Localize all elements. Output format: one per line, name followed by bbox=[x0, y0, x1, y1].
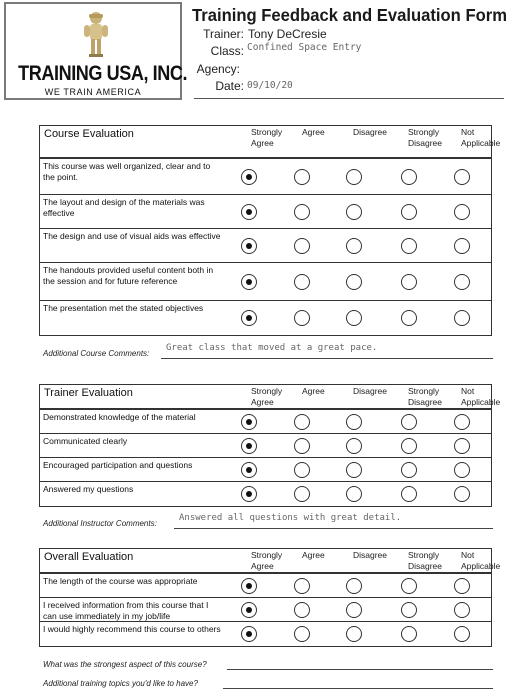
radio-strongly-agree[interactable] bbox=[241, 626, 257, 642]
question-text: Answered my questions bbox=[43, 484, 134, 494]
radio-not-applicable[interactable] bbox=[454, 310, 470, 326]
column-header: Strongly Agree bbox=[251, 550, 283, 571]
date-label: Date: bbox=[215, 79, 244, 93]
question-row bbox=[40, 434, 491, 458]
section-table-2 bbox=[39, 384, 501, 507]
section-table-1 bbox=[39, 125, 501, 336]
radio-not-applicable[interactable] bbox=[454, 274, 470, 290]
radio-agree[interactable] bbox=[294, 204, 310, 220]
radio-agree[interactable] bbox=[294, 626, 310, 642]
radio-not-applicable[interactable] bbox=[454, 578, 470, 594]
section-title: Overall Evaluation bbox=[44, 551, 134, 563]
radio-agree[interactable] bbox=[294, 274, 310, 290]
question-row bbox=[40, 574, 491, 598]
question-row bbox=[40, 195, 491, 229]
question-text: I would highly recommend this course to others bbox=[43, 624, 221, 634]
comments-line bbox=[174, 528, 493, 529]
training-topics-label: Additional training topics you'd like to have? bbox=[43, 679, 198, 688]
radio-not-applicable[interactable] bbox=[454, 462, 470, 478]
question-text: The handouts provided useful content both in the session and for future reference bbox=[43, 265, 214, 286]
column-header: Not Applicable bbox=[461, 386, 501, 407]
radio-strongly-agree[interactable] bbox=[241, 310, 257, 326]
radio-agree[interactable] bbox=[294, 169, 310, 185]
radio-agree[interactable] bbox=[294, 310, 310, 326]
question-text: I received information from this course that I can use immediately in my job/life bbox=[43, 600, 209, 621]
radio-disagree[interactable] bbox=[346, 438, 362, 454]
radio-strongly-disagree[interactable] bbox=[401, 602, 417, 618]
radio-strongly-agree[interactable] bbox=[241, 414, 257, 430]
question-row bbox=[40, 159, 491, 195]
radio-strongly-disagree[interactable] bbox=[401, 414, 417, 430]
question-text: The design and use of visual aids was effective bbox=[43, 231, 221, 241]
trainer-label: Trainer: bbox=[203, 27, 244, 41]
radio-not-applicable[interactable] bbox=[454, 486, 470, 502]
question-row bbox=[40, 458, 491, 482]
company-logo bbox=[4, 2, 188, 100]
radio-agree[interactable] bbox=[294, 486, 310, 502]
comments-line bbox=[161, 358, 493, 359]
radio-strongly-agree[interactable] bbox=[241, 204, 257, 220]
radio-strongly-agree[interactable] bbox=[241, 578, 257, 594]
question-row bbox=[40, 598, 491, 622]
column-header: Not Applicable bbox=[461, 550, 501, 571]
radio-disagree[interactable] bbox=[346, 578, 362, 594]
radio-strongly-disagree[interactable] bbox=[401, 438, 417, 454]
question-row bbox=[40, 229, 491, 263]
column-header: Disagree bbox=[353, 386, 388, 396]
question-row bbox=[40, 410, 491, 434]
radio-strongly-disagree[interactable] bbox=[401, 169, 417, 185]
radio-strongly-agree[interactable] bbox=[241, 438, 257, 454]
radio-strongly-agree[interactable] bbox=[241, 238, 257, 254]
class-label: Class: bbox=[210, 44, 244, 58]
column-header: Agree bbox=[302, 127, 325, 137]
comments-label: Additional Course Comments: bbox=[43, 349, 150, 358]
radio-disagree[interactable] bbox=[346, 486, 362, 502]
strongest-aspect-label: What was the strongest aspect of this course? bbox=[43, 660, 207, 669]
trainer-value[interactable]: Tony DeCresie bbox=[248, 27, 327, 41]
comments-value[interactable]: Great class that moved at a great pace. bbox=[166, 343, 378, 353]
logo-company-name: TRAINING USA, INC. bbox=[18, 62, 188, 85]
class-value[interactable]: Confined Space Entry bbox=[247, 42, 362, 53]
radio-not-applicable[interactable] bbox=[454, 602, 470, 618]
column-header: Not Applicable bbox=[461, 127, 501, 148]
radio-not-applicable[interactable] bbox=[454, 238, 470, 254]
question-row bbox=[40, 263, 491, 301]
radio-strongly-disagree[interactable] bbox=[401, 204, 417, 220]
radio-disagree[interactable] bbox=[346, 462, 362, 478]
question-text: The layout and design of the materials was effective bbox=[43, 197, 205, 218]
comments-value[interactable]: Answered all questions with great detail. bbox=[179, 513, 402, 523]
radio-disagree[interactable] bbox=[346, 626, 362, 642]
radio-disagree[interactable] bbox=[346, 602, 362, 618]
column-header: Strongly Disagree bbox=[408, 550, 443, 571]
column-header: Strongly Disagree bbox=[408, 386, 443, 407]
radio-strongly-disagree[interactable] bbox=[401, 578, 417, 594]
worker-figure-icon bbox=[78, 10, 114, 58]
radio-disagree[interactable] bbox=[346, 414, 362, 430]
column-header: Disagree bbox=[353, 127, 388, 137]
question-row bbox=[40, 482, 491, 506]
section-title: Trainer Evaluation bbox=[44, 387, 133, 399]
training-topics-line bbox=[223, 688, 493, 689]
question-row bbox=[40, 622, 491, 646]
radio-agree[interactable] bbox=[294, 438, 310, 454]
radio-not-applicable[interactable] bbox=[454, 204, 470, 220]
radio-not-applicable[interactable] bbox=[454, 626, 470, 642]
radio-agree[interactable] bbox=[294, 602, 310, 618]
section-header bbox=[40, 549, 501, 574]
radio-agree[interactable] bbox=[294, 578, 310, 594]
radio-strongly-agree[interactable] bbox=[241, 486, 257, 502]
radio-strongly-agree[interactable] bbox=[241, 602, 257, 618]
radio-strongly-agree[interactable] bbox=[241, 169, 257, 185]
agency-label: Agency: bbox=[196, 62, 240, 76]
radio-agree[interactable] bbox=[294, 238, 310, 254]
logo-tagline: WE TRAIN AMERICA bbox=[44, 87, 142, 97]
column-header: Agree bbox=[302, 386, 325, 396]
radio-not-applicable[interactable] bbox=[454, 438, 470, 454]
question-text: Demonstrated knowledge of the material bbox=[43, 412, 196, 422]
section-header bbox=[40, 385, 501, 410]
column-header: Agree bbox=[302, 550, 325, 560]
radio-not-applicable[interactable] bbox=[454, 414, 470, 430]
column-header: Strongly Agree bbox=[251, 127, 283, 148]
radio-strongly-disagree[interactable] bbox=[401, 238, 417, 254]
question-text: This course was well organized, clear and to the point. bbox=[43, 161, 211, 182]
column-header: Strongly Agree bbox=[251, 386, 283, 407]
section-table-3 bbox=[39, 548, 501, 647]
radio-strongly-agree[interactable] bbox=[241, 274, 257, 290]
comments-label: Additional Instructor Comments: bbox=[43, 519, 157, 528]
question-row bbox=[40, 301, 491, 335]
header-divider bbox=[194, 98, 504, 99]
radio-strongly-agree[interactable] bbox=[241, 462, 257, 478]
radio-disagree[interactable] bbox=[346, 204, 362, 220]
radio-disagree[interactable] bbox=[346, 238, 362, 254]
radio-agree[interactable] bbox=[294, 462, 310, 478]
radio-strongly-disagree[interactable] bbox=[401, 486, 417, 502]
radio-strongly-disagree[interactable] bbox=[401, 274, 417, 290]
radio-disagree[interactable] bbox=[346, 169, 362, 185]
section-title: Course Evaluation bbox=[44, 128, 134, 140]
question-text: Encouraged participation and questions bbox=[43, 460, 193, 470]
question-text: The presentation met the stated objectives bbox=[43, 303, 204, 313]
column-header: Disagree bbox=[353, 550, 388, 560]
radio-strongly-disagree[interactable] bbox=[401, 626, 417, 642]
strongest-aspect-line bbox=[227, 669, 493, 670]
section-header bbox=[40, 126, 501, 159]
form-title: Training Feedback and Evaluation Form bbox=[192, 5, 508, 25]
radio-agree[interactable] bbox=[294, 414, 310, 430]
radio-disagree[interactable] bbox=[346, 310, 362, 326]
column-header: Strongly Disagree bbox=[408, 127, 443, 148]
radio-strongly-disagree[interactable] bbox=[401, 310, 417, 326]
radio-not-applicable[interactable] bbox=[454, 169, 470, 185]
radio-strongly-disagree[interactable] bbox=[401, 462, 417, 478]
date-value[interactable]: 09/10/20 bbox=[247, 80, 293, 91]
question-text: The length of the course was appropriate bbox=[43, 576, 198, 586]
question-text: Communicated clearly bbox=[43, 436, 128, 446]
radio-disagree[interactable] bbox=[346, 274, 362, 290]
